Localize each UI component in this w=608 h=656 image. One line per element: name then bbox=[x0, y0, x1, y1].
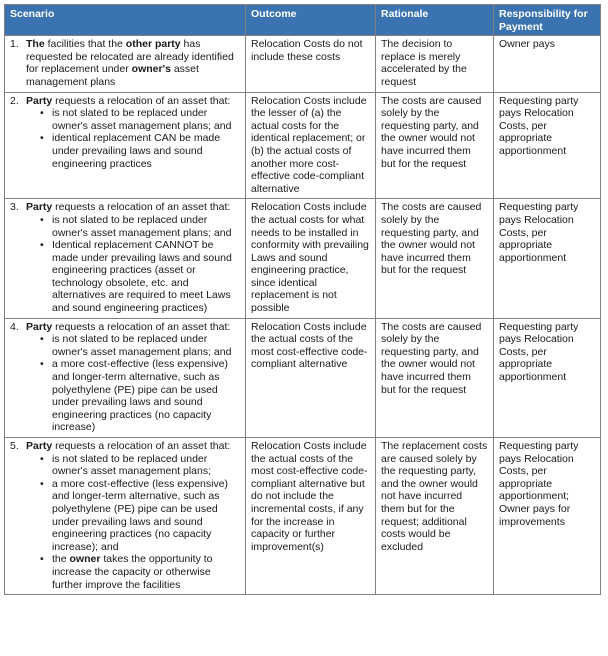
text-run: takes the opportunity to increase the capacity or otherwise further improve the facilities bbox=[52, 553, 213, 591]
scenario-number: 3. bbox=[10, 201, 19, 214]
outcome-cell: Relocation Costs include the lesser of (a) the actual costs for the identical replacement; or (b) the actual costs of another more cost-effective code-compliant alternative bbox=[246, 92, 376, 199]
rationale-cell: The decision to replace is merely accelerated by the request bbox=[376, 36, 494, 92]
bold-text-run: owner's bbox=[131, 63, 171, 76]
scenario-text bbox=[26, 201, 240, 314]
text-run: requests a relocation of an asset that: bbox=[52, 94, 231, 107]
text-run: requests a relocation of an asset that: bbox=[52, 440, 231, 452]
scenario-number: 2. bbox=[10, 94, 19, 107]
responsibility-cell: Requesting party pays Relocation Costs, per appropriate apportionment bbox=[494, 92, 601, 199]
scenario-cell bbox=[5, 92, 246, 199]
condition-list-item bbox=[40, 478, 240, 554]
rationale-cell: The costs are caused solely by the requesting party, and the owner would not have incurred them but for the request bbox=[376, 318, 494, 437]
table-row bbox=[5, 36, 601, 92]
scenario-intro bbox=[26, 38, 240, 88]
text-run: asset management plans bbox=[26, 63, 199, 88]
rationale-cell: The costs are caused solely by the requesting party, and the owner would not have incurred them but for the request bbox=[376, 199, 494, 318]
bold-text-run: owner bbox=[69, 553, 101, 566]
outcome-cell: Relocation Costs include the actual costs of the most cost-effective code-compliant alternative bbox=[246, 318, 376, 437]
responsibility-cell: Requesting party pays Relocation Costs, per appropriate apportionment bbox=[494, 199, 601, 318]
bold-text-run: Party bbox=[26, 440, 53, 452]
header-outcome: Outcome bbox=[246, 5, 376, 36]
header-scenario: Scenario bbox=[5, 5, 246, 36]
condition-list-item bbox=[40, 358, 240, 434]
scenario-cell bbox=[5, 36, 246, 92]
condition-list-item bbox=[40, 214, 240, 239]
outcome-cell: Relocation Costs do not include these costs bbox=[246, 36, 376, 92]
bold-text-run: Party bbox=[26, 94, 53, 107]
outcome-cell: Relocation Costs include the actual costs of the most cost-effective code-compliant alternative but do not include the incremental costs, if any for the increase in capacity or further improvement(s) bbox=[246, 438, 376, 595]
scenario-number: 5. bbox=[10, 440, 19, 452]
scenario-conditions-list bbox=[26, 453, 240, 592]
bold-text-run: Party bbox=[26, 201, 53, 214]
table-body bbox=[5, 36, 601, 595]
text-run: requests a relocation of an asset that: bbox=[52, 201, 231, 214]
text-run: is not slated to be replaced under owner's asset management plans; and bbox=[52, 213, 232, 239]
text-run: a more cost-effective (less expensive) and longer-term alternative, such as polyethylene (PE) pipe can be used under prevailing laws and sound engineering practices (no capacity increase); and bbox=[52, 477, 229, 553]
condition-list-item bbox=[40, 333, 240, 358]
rationale-cell: The replacement costs are caused solely by the requesting party, and the owner would not have incurred them but for the request; additional costs would be excluded bbox=[376, 438, 494, 595]
text-run: Identical replacement CANNOT be made under prevailing laws and sound engineering practices (asset or technology obsolete, etc. and alternatives are required to meet Laws and sound engineering practices) bbox=[52, 239, 232, 315]
header-row bbox=[5, 5, 601, 36]
table-row bbox=[5, 199, 601, 318]
text-run: is not slated to be replaced under owner's asset management plans; and bbox=[52, 333, 232, 358]
bold-text-run: other party bbox=[125, 38, 181, 51]
scenario-text bbox=[26, 321, 240, 434]
condition-list-item bbox=[40, 553, 240, 591]
condition-list-item bbox=[40, 132, 240, 170]
text-run: the bbox=[52, 553, 70, 566]
cost-responsibility-table bbox=[4, 4, 601, 595]
scenario-number: 4. bbox=[10, 320, 19, 333]
table-row bbox=[5, 438, 601, 595]
scenario-cell bbox=[5, 199, 246, 318]
scenario-text bbox=[26, 38, 240, 88]
text-run: is not slated to be replaced under owner's asset management plans; and bbox=[52, 107, 232, 132]
table-row bbox=[5, 92, 601, 199]
header-rationale: Rationale bbox=[376, 5, 494, 36]
text-run: has requested be relocated are already identified for replacement under bbox=[26, 38, 234, 76]
bold-text-run: Party bbox=[26, 320, 53, 333]
outcome-cell: Relocation Costs include the actual costs for what needs to be installed in conformity with prevailing Laws and sound engineering practice, since identical replacement is not possible bbox=[246, 199, 376, 318]
responsibility-cell: Owner pays bbox=[494, 36, 601, 92]
responsibility-cell: Requesting party pays Relocation Costs, per appropriate apportionment bbox=[494, 318, 601, 437]
condition-list-item bbox=[40, 453, 240, 478]
scenario-cell bbox=[5, 318, 246, 437]
scenario-intro bbox=[26, 321, 240, 334]
scenario-text bbox=[26, 440, 240, 591]
scenario-conditions-list bbox=[26, 107, 240, 170]
scenario-intro bbox=[26, 95, 240, 108]
scenario-conditions-list bbox=[26, 214, 240, 315]
scenario-text bbox=[26, 95, 240, 171]
text-run: facilities that the bbox=[44, 38, 126, 51]
scenario-conditions-list bbox=[26, 333, 240, 434]
scenario-cell bbox=[5, 438, 246, 595]
text-run: a more cost-effective (less expensive) and longer-term alternative, such as polyethylene (PE) pipe can be used under prevailing laws and sound engineering practices (no capacity increase) bbox=[52, 358, 229, 434]
rationale-cell: The costs are caused solely by the requesting party, and the owner would not have incurred them but for the request bbox=[376, 92, 494, 199]
table-row bbox=[5, 318, 601, 437]
bold-text-run: The bbox=[26, 38, 45, 51]
text-run: identical replacement CAN be made under prevailing laws and sound engineering practices bbox=[52, 132, 221, 170]
text-run: requests a relocation of an asset that: bbox=[52, 320, 231, 333]
scenario-intro bbox=[26, 440, 240, 453]
condition-list-item bbox=[40, 239, 240, 315]
scenario-intro bbox=[26, 201, 240, 214]
responsibility-cell: Requesting party pays Relocation Costs, per appropriate apportionment; Owner pays for improvements bbox=[494, 438, 601, 595]
scenario-number: 1. bbox=[10, 38, 19, 51]
condition-list-item bbox=[40, 107, 240, 132]
header-responsibility: Responsibility for Payment bbox=[494, 5, 601, 36]
text-run: is not slated to be replaced under owner's asset management plans; bbox=[52, 452, 212, 478]
